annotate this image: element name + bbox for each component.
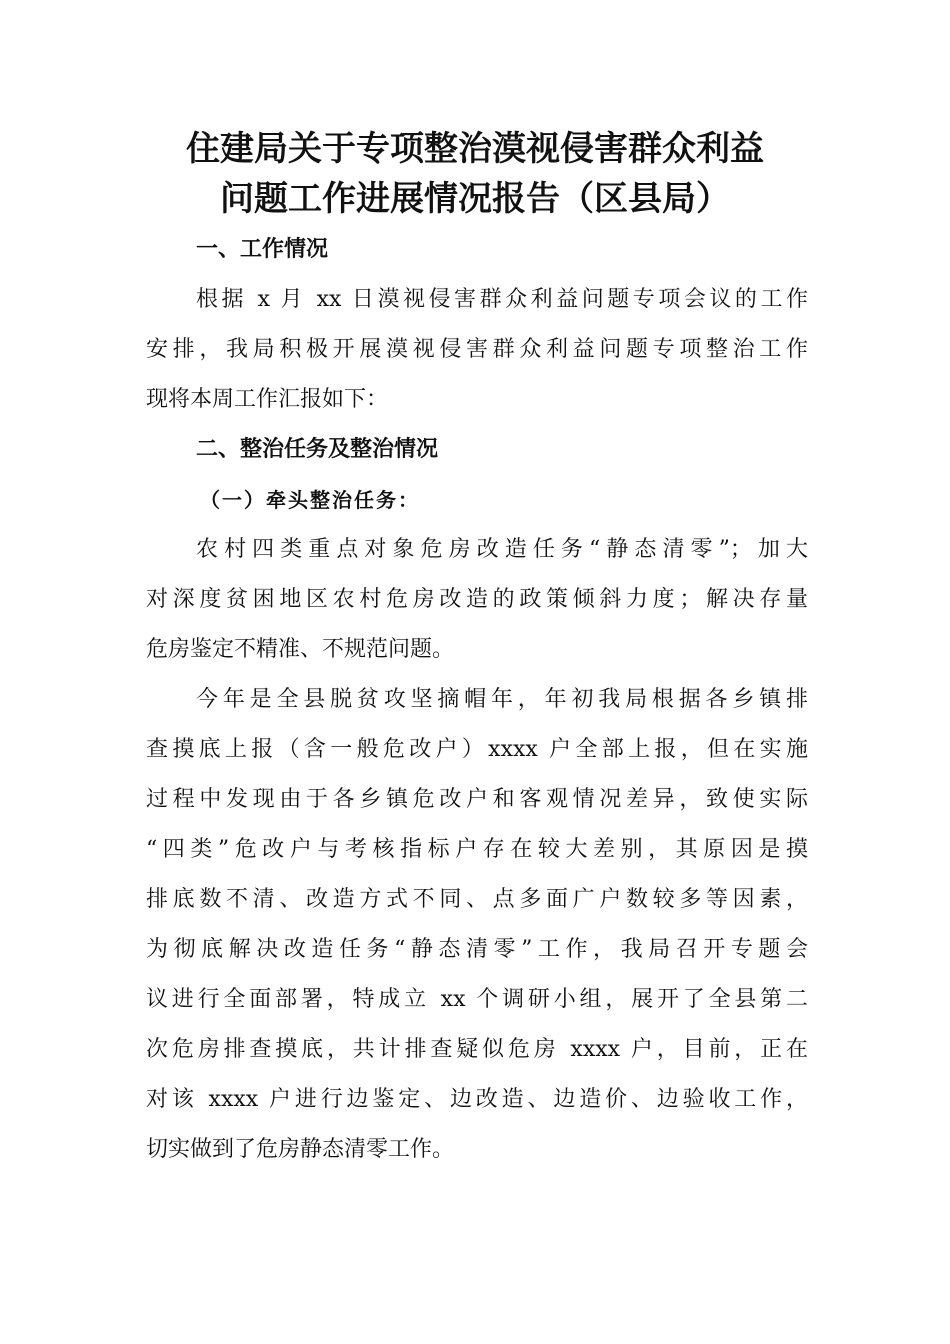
paragraph-line: 为彻底解决改造任务“静态清零”工作，我局召开专题会 [146, 937, 808, 962]
paragraph-line: 过程中发现由于各乡镇危改户和客观情况差异，致使实际 [146, 787, 808, 812]
paragraph-line: 对该 xxxx 户进行边鉴定、边改造、边造价、边验收工作， [146, 1087, 808, 1112]
document-title-line-1: 住建局关于专项整治漠视侵害群众利益 [186, 129, 764, 169]
section-1-heading: 一、工作情况 [196, 237, 329, 262]
section-2-heading: 二、整治任务及整治情况 [196, 437, 439, 462]
paragraph-line: “四类”危改户与考核指标户存在较大差别，其原因是摸 [146, 837, 808, 862]
paragraph-line: 根据 x 月 xx 日漠视侵害群众利益问题专项会议的工作 [196, 287, 808, 312]
paragraph-line: 危房鉴定不精准、不规范问题。 [146, 637, 455, 662]
paragraph-line: 现将本周工作汇报如下： [146, 387, 389, 412]
paragraph-line: 次危房排查摸底，共计排查疑似危房 xxxx 户，目前，正在 [146, 1037, 808, 1062]
document-title-line-2: 问题工作进展情况报告（区县局） [220, 179, 730, 219]
paragraph-line: 查摸底上报（含一般危改户）xxxx 户全部上报，但在实施 [146, 737, 808, 762]
paragraph-line: 议进行全面部署，特成立 xx 个调研小组，展开了全县第二 [146, 987, 808, 1012]
paragraph-line: 对深度贫困地区农村危房改造的政策倾斜力度；解决存量 [146, 587, 808, 612]
paragraph-line: 排底数不清、改造方式不同、点多面广户数较多等因素， [146, 887, 808, 912]
paragraph-line: 农村四类重点对象危房改造任务“静态清零”；加大 [196, 537, 808, 562]
paragraph-line: 安排，我局积极开展漠视侵害群众利益问题专项整治工作 [146, 337, 808, 362]
section-2-subheading: （一）牵头整治任务： [200, 488, 420, 512]
paragraph-line: 切实做到了危房静态清零工作。 [146, 1137, 455, 1162]
paragraph-line: 今年是全县脱贫攻坚摘帽年，年初我局根据各乡镇排 [196, 687, 808, 712]
